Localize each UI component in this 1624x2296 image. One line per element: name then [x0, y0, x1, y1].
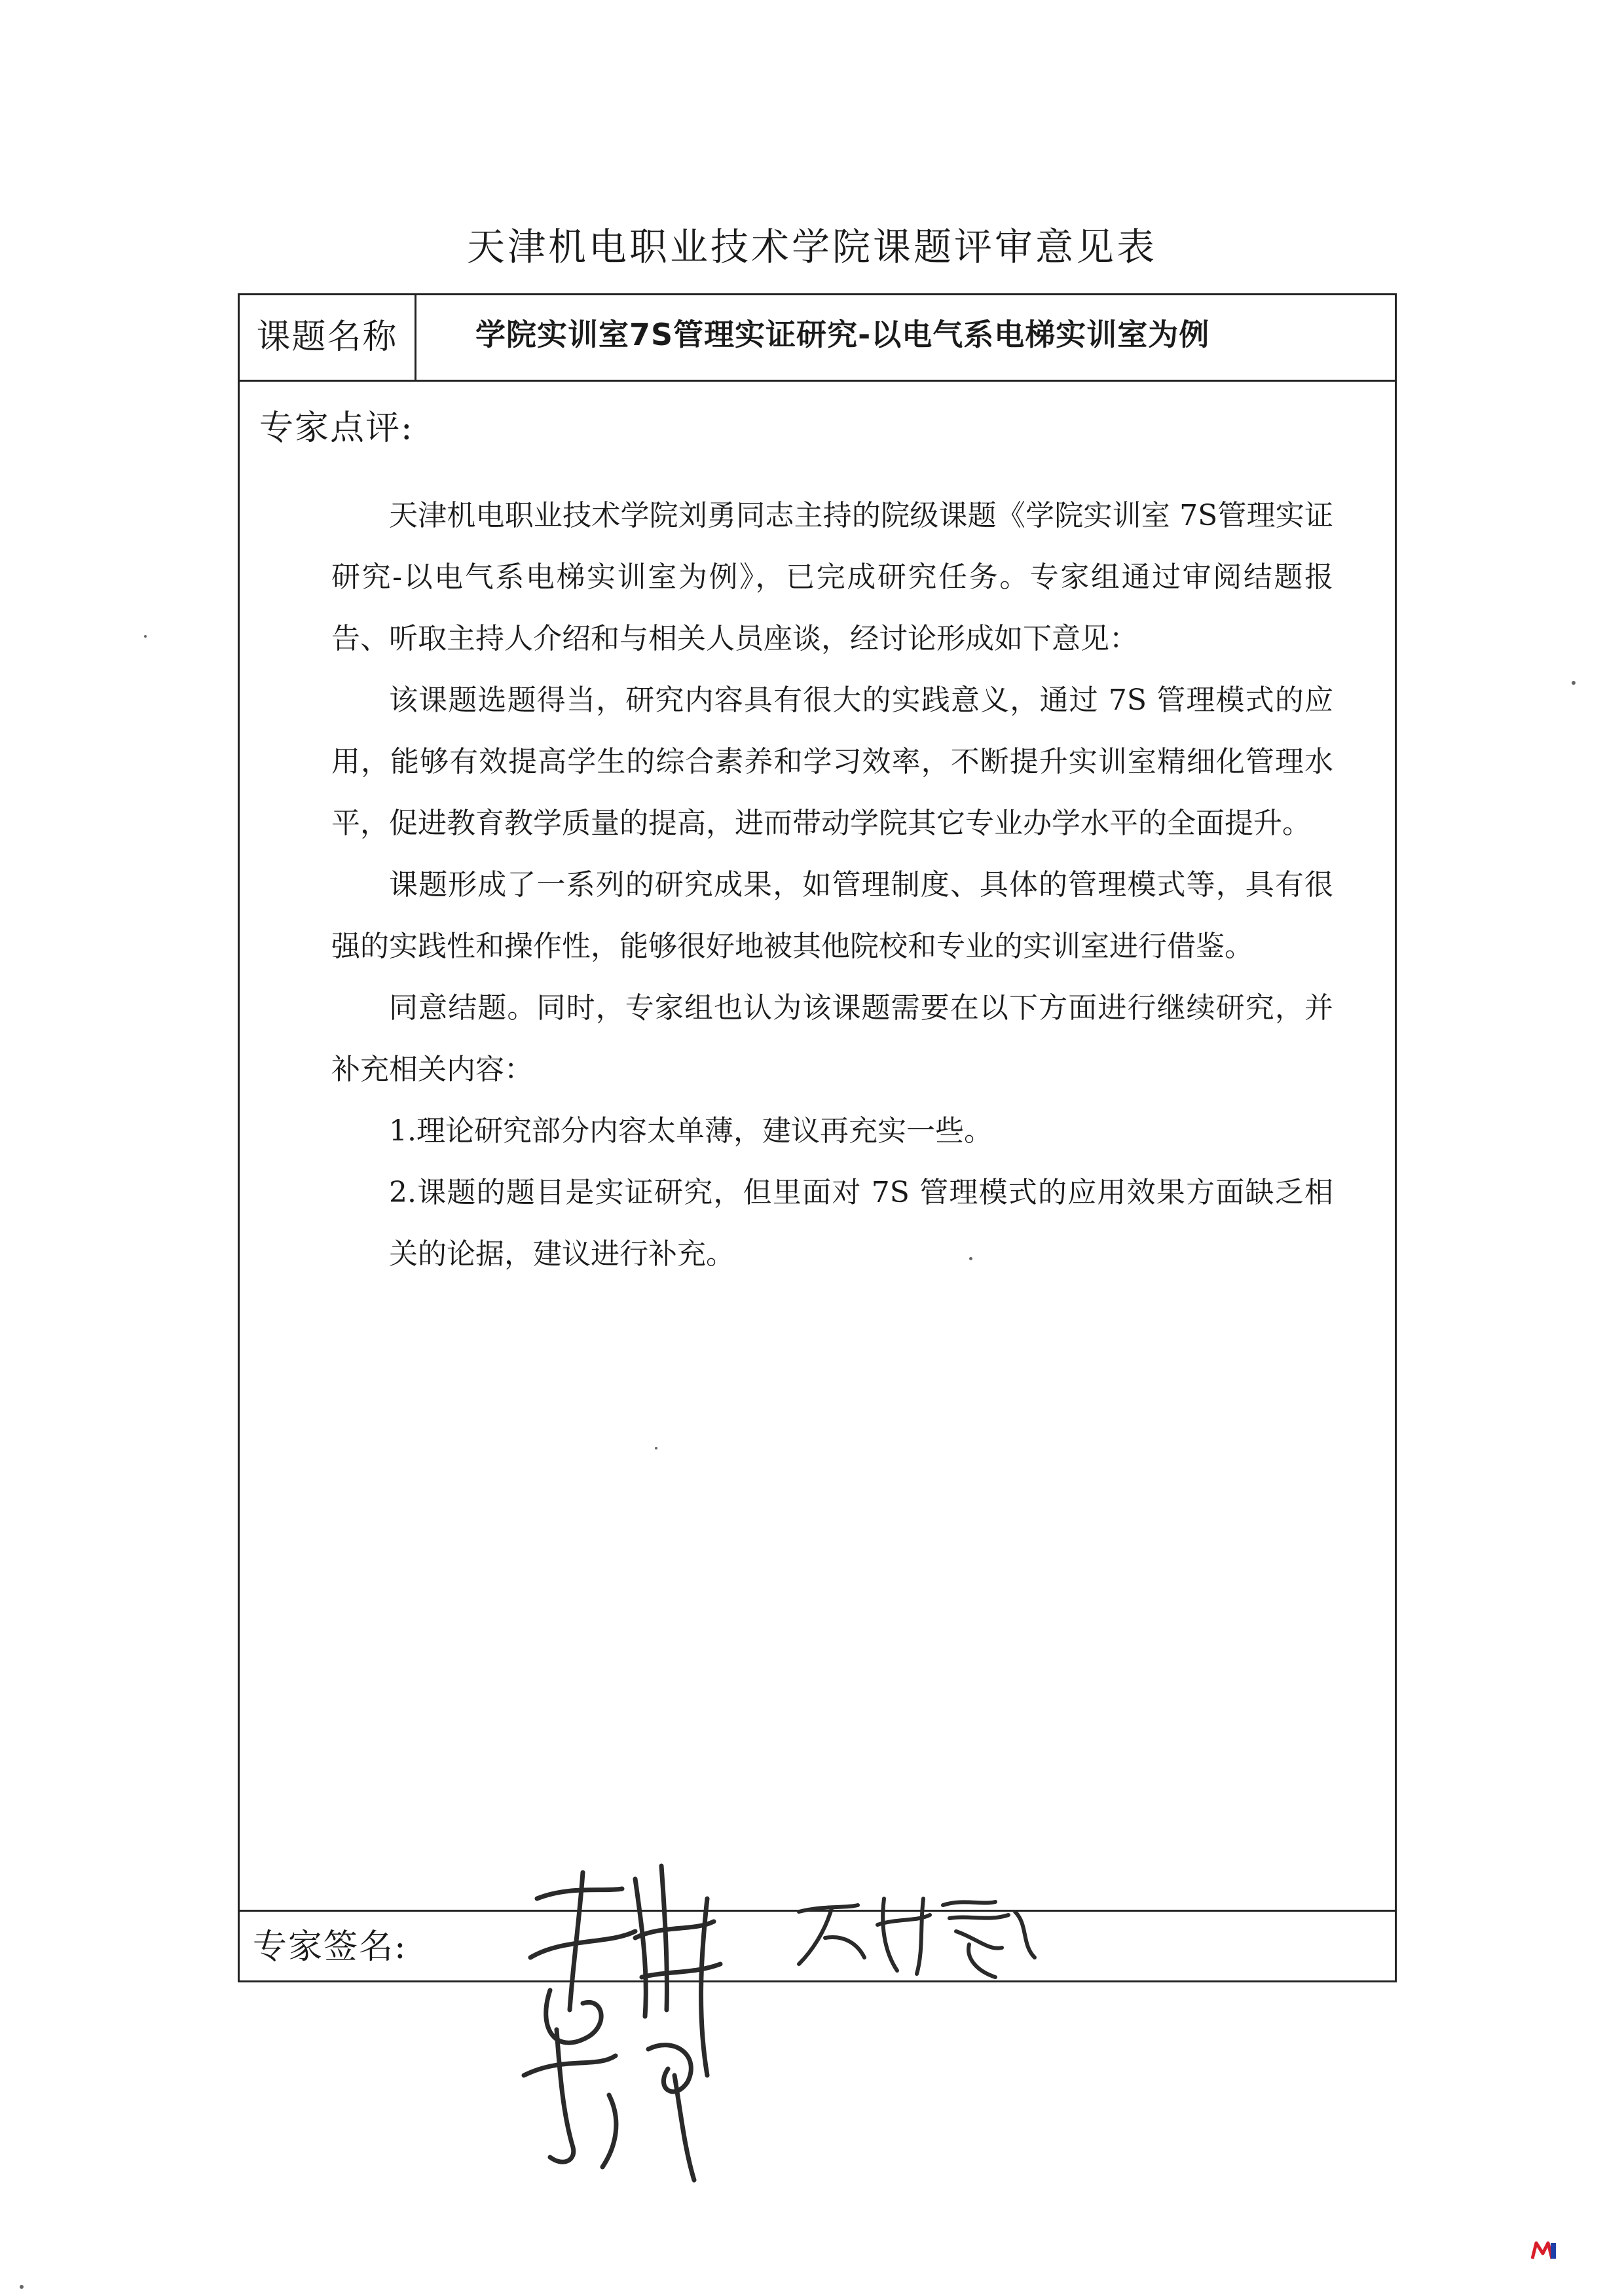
review-paragraph-3: 课题形成了一系列的研究成果，如管理制度、具体的管理模式等，具有很强的实践性和操作性，能够很好地被其他院校和专业的实训室进行借鉴。 — [331, 868, 1333, 963]
handwritten-signature-2 — [786, 1886, 1048, 1984]
scan-speck — [144, 635, 147, 638]
expert-review-body — [331, 485, 1333, 1285]
review-paragraph-1: 天津机电职业技术学院刘勇同志主持的院级课题《学院实训室 7S管理实证研究-以电气系电梯实训室为例》，已完成研究任务。专家组通过审阅结题报告、听取主持人介绍和与相关人员座谈，经讨论形成如下意见： — [331, 499, 1333, 655]
topic-row — [240, 295, 1395, 382]
scan-speck — [969, 1257, 972, 1260]
signature-label: 专家签名: — [253, 1927, 407, 1967]
review-item-2: 2.课题的题目是实证研究，但里面对 7S 管理模式的应用效果方面缺乏相关的论据，建议进行补充。 — [389, 1176, 1333, 1271]
scanner-mark-icon — [1531, 2240, 1557, 2260]
handwritten-signature-1 — [511, 1859, 747, 2187]
review-item-1: 1.理论研究部分内容太单薄，建议再充实一些。 — [389, 1114, 993, 1148]
review-paragraph-4: 同意结题。同时，专家组也认为该课题需要在以下方面进行继续研究，并补充相关内容： — [331, 991, 1333, 1086]
review-paragraph-2: 该课题选题得当，研究内容具有很大的实践意义，通过 7S 管理模式的应用，能够有效提高学生的综合素养和学习效率，不断提升实训室精细化管理水平，促进教育教学质量的提高，进而带动学院其它专业办学水平的全面提升。 — [331, 683, 1333, 840]
expert-review-label: 专家点评: — [259, 409, 414, 448]
topic-label: 课题名称 — [240, 295, 416, 380]
scan-speck — [655, 1447, 657, 1449]
scan-speck — [20, 2285, 24, 2289]
topic-value: 学院实训室7S管理实证研究-以电气系电梯实训室为例 — [475, 317, 1210, 352]
page-title: 天津机电职业技术学院课题评审意见表 — [466, 225, 1157, 269]
scan-speck — [1572, 681, 1576, 685]
review-form-table — [238, 293, 1397, 1982]
